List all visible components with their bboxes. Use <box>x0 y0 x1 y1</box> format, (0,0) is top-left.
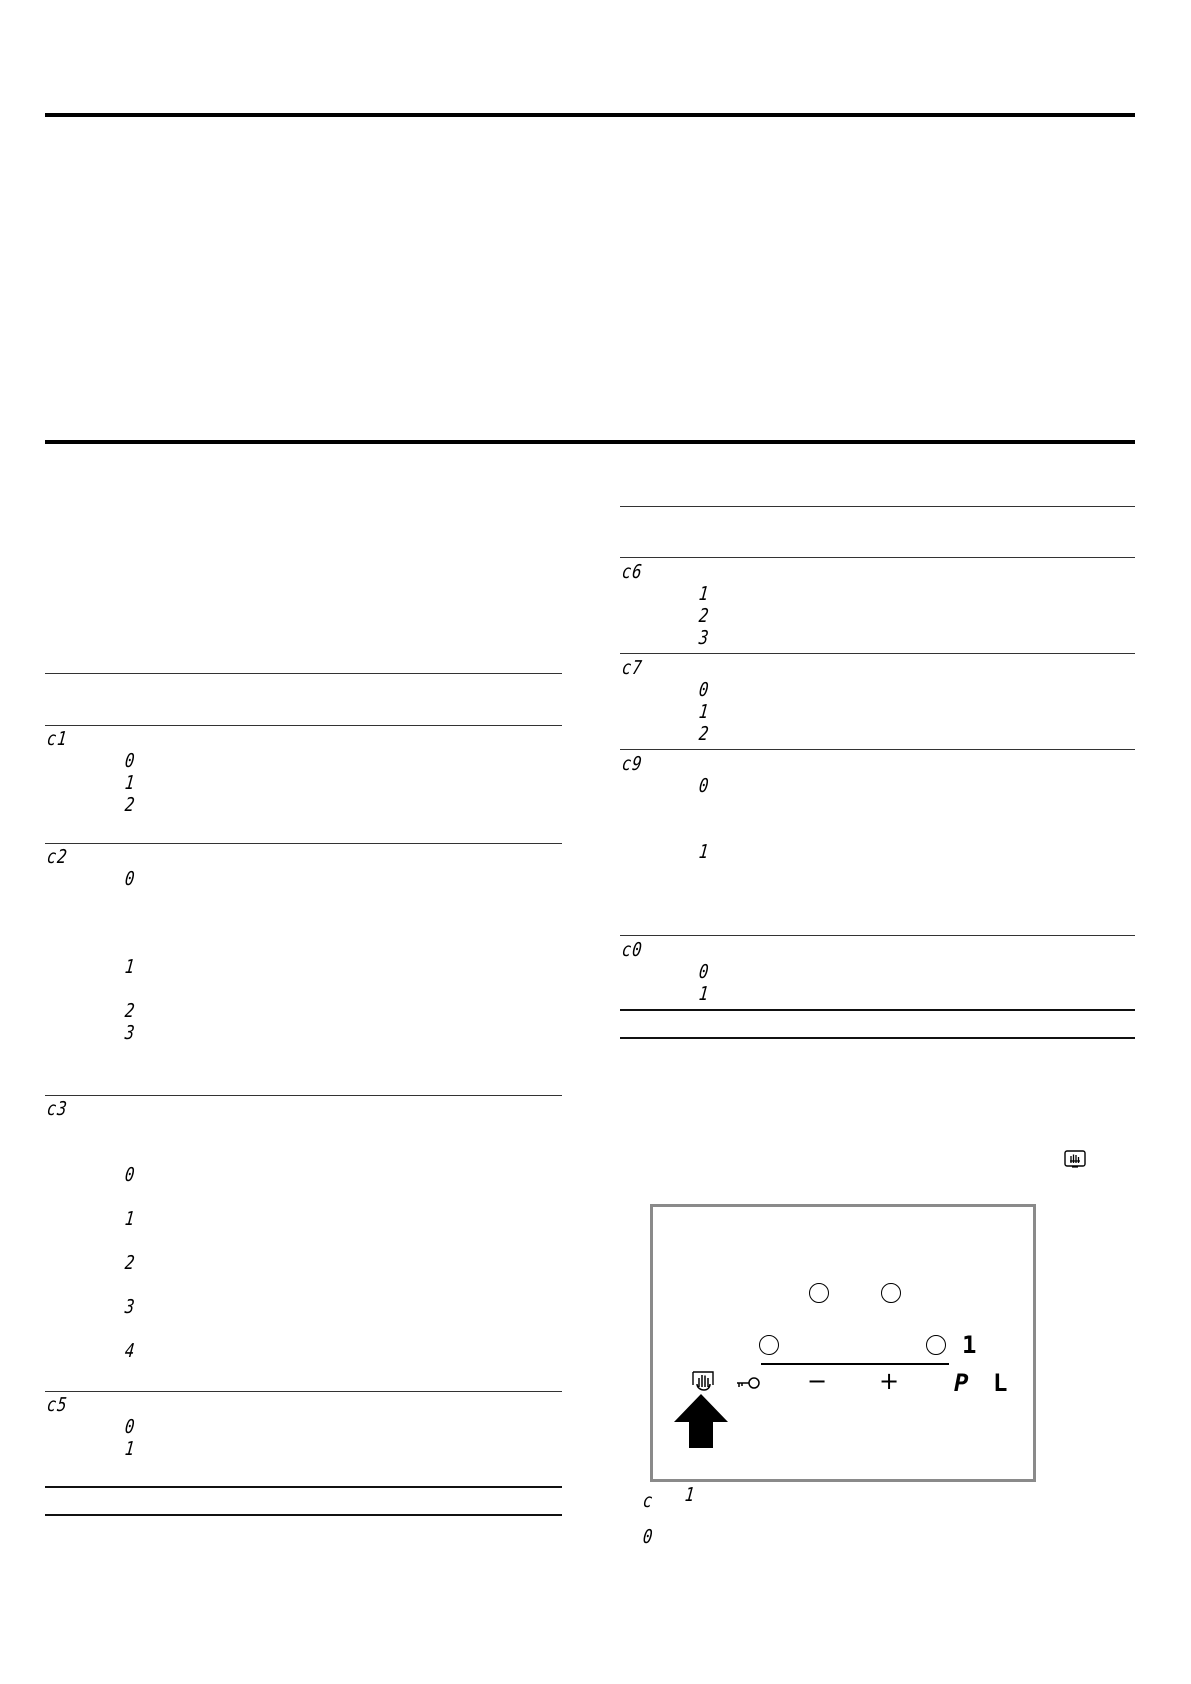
setting-code: c3 <box>45 1098 69 1120</box>
setting-value: 3 <box>123 1022 137 1044</box>
setting-code: c6 <box>620 561 644 583</box>
setting-value: 3 <box>123 1296 137 1318</box>
setting-value: 1 <box>697 841 711 863</box>
setting-value: 2 <box>123 1000 137 1022</box>
step-code-prefix: c <box>641 1490 655 1512</box>
slider-line <box>761 1363 949 1365</box>
sensor-circle <box>759 1335 779 1355</box>
table-rule <box>45 1514 562 1516</box>
hand-sensor-icon <box>1064 1150 1086 1170</box>
setting-value: 1 <box>123 1208 137 1230</box>
setting-value: 3 <box>697 627 711 649</box>
setting-value: 0 <box>123 750 137 772</box>
setting-value: 1 <box>697 983 711 1005</box>
setting-code: c9 <box>620 753 644 775</box>
table-rule <box>620 1037 1135 1039</box>
arrow-up-icon <box>673 1393 729 1449</box>
setting-value: 1 <box>123 956 137 978</box>
step-value: 0 <box>641 1526 655 1548</box>
setting-value: 1 <box>697 701 711 723</box>
table-rule <box>620 653 1135 654</box>
setting-value: 0 <box>123 1164 137 1186</box>
setting-code: c5 <box>45 1394 69 1416</box>
setting-value: 1 <box>123 772 137 794</box>
setting-value: 0 <box>697 775 711 797</box>
table-rule <box>620 935 1135 936</box>
setting-value: 0 <box>123 1416 137 1438</box>
setting-value: 0 <box>697 679 711 701</box>
table-rule <box>620 506 1135 507</box>
top-rule-2 <box>45 440 1135 444</box>
setting-value: 2 <box>123 1252 137 1274</box>
setting-code: c1 <box>45 728 69 750</box>
display-l: L <box>993 1369 1008 1397</box>
setting-value: 1 <box>123 1438 137 1460</box>
setting-value: 0 <box>123 868 137 890</box>
sensor-circle <box>881 1283 901 1303</box>
top-rule-1 <box>45 113 1135 117</box>
table-rule <box>45 725 562 726</box>
display-digit: 1 <box>962 1331 977 1359</box>
table-rule <box>620 1009 1135 1011</box>
wipe-protection-icon <box>691 1369 719 1393</box>
setting-value: 2 <box>697 723 711 745</box>
setting-value: 2 <box>123 794 137 816</box>
setting-value: 0 <box>697 961 711 983</box>
setting-code: c7 <box>620 657 644 679</box>
setting-value: 1 <box>697 583 711 605</box>
setting-value: 4 <box>123 1340 137 1362</box>
display-p: P <box>954 1369 969 1397</box>
plus-symbol: + <box>879 1367 900 1395</box>
table-rule <box>45 673 562 674</box>
setting-code: c2 <box>45 846 69 868</box>
table-rule <box>45 1391 562 1392</box>
key-lock-icon <box>735 1375 761 1389</box>
table-rule <box>45 843 562 844</box>
sensor-circle <box>926 1335 946 1355</box>
setting-value: 2 <box>697 605 711 627</box>
control-panel-diagram <box>650 1204 1036 1482</box>
table-rule <box>45 1486 562 1488</box>
table-rule <box>620 749 1135 750</box>
sensor-circle <box>809 1283 829 1303</box>
step-code-digit: 1 <box>683 1484 697 1506</box>
setting-code: c0 <box>620 939 644 961</box>
table-rule <box>45 1095 562 1096</box>
minus-symbol: − <box>807 1367 828 1395</box>
table-rule <box>620 557 1135 558</box>
